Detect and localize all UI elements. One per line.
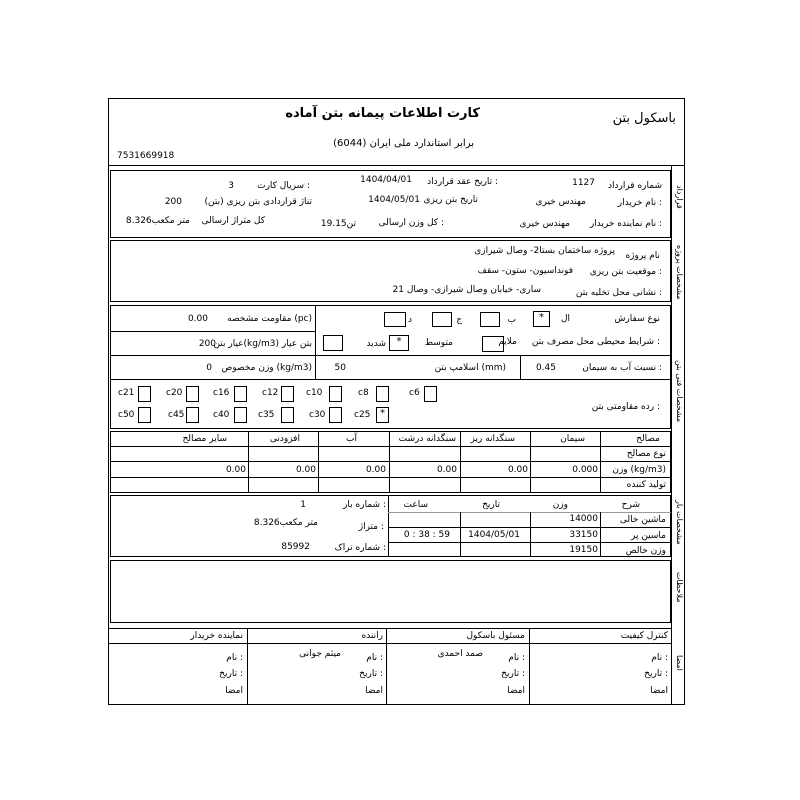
mat-col-4 (389, 431, 390, 493)
mat-row-producer: تولید کننده (626, 480, 666, 490)
grade-label-c10: c10 (306, 388, 323, 398)
grade-label-c6: c6 (409, 388, 420, 398)
mat-header-0: مصالح (636, 434, 660, 444)
sig-sign-label-0: امضا (650, 686, 668, 696)
sig-name-label-1: نام : (508, 653, 525, 663)
sig-name-value-1: صمد احمدی (437, 649, 483, 659)
env-severe-checkbox[interactable] (323, 335, 343, 351)
weigh-col-3 (460, 512, 461, 557)
sig-date-label-1: تاریخ : (501, 669, 525, 679)
grade-label-c30: c30 (309, 410, 326, 420)
slump-label: اسلامپ بتن (mm) (434, 363, 506, 373)
header-divider (108, 165, 685, 166)
rep-value: مهندس خیری (519, 219, 570, 229)
grade-label-c12: c12 (262, 388, 279, 398)
sig-col-2 (386, 628, 387, 705)
sig-title-0: کنترل کیفیت (620, 631, 668, 641)
sig-sign-label-2: امضا (365, 686, 383, 696)
mat-row-type: نوع مصالح (626, 449, 666, 459)
buyer-value: مهندس خیری (535, 197, 586, 207)
card-number: 7531669918 (117, 151, 175, 161)
mat-col-2 (530, 431, 531, 493)
weigh-col-time: ساعت (403, 500, 428, 510)
notes-box[interactable] (110, 560, 671, 623)
weighing-divider (388, 495, 389, 557)
buyer-label: نام خریدار : (617, 198, 662, 208)
weigh-col-date: تاریخ (482, 500, 500, 510)
mat-header-1: سیمان (560, 434, 585, 444)
order-be-label: ب (507, 315, 516, 325)
project-name: پروژه ساختمان بستا2- وصال شیرازی (474, 246, 615, 256)
sig-sign-label-3: امضا (225, 686, 243, 696)
slump-value: 50 (334, 363, 346, 373)
mat-weight-fine: 0.00 (507, 465, 528, 475)
contract-no: 1127 (572, 178, 595, 188)
rep-label: نام نماینده خریدار : (589, 219, 662, 229)
weigh-net-label: وزن خالص (625, 546, 666, 556)
grade-checkbox-c50[interactable] (138, 407, 151, 423)
sig-name-label-3: نام : (226, 653, 243, 663)
density-value: 0 (206, 363, 212, 373)
env-severe-label: شدید (366, 339, 386, 349)
order-je-checkbox[interactable] (432, 312, 452, 327)
wc-value: 0.45 (535, 363, 556, 373)
mat-col-6 (248, 431, 249, 493)
grade-checkbox-c12[interactable] (281, 386, 294, 402)
grade-checkbox-c6[interactable] (424, 386, 437, 402)
company-name: باسکول بتن (612, 111, 676, 126)
grade-checkbox-c30[interactable] (329, 407, 342, 423)
meter-value: 8.326متر مکعب (253, 518, 318, 528)
mat-weight-water: 0.00 (365, 465, 386, 475)
weigh-full-time: 0 : 38 : 59 (403, 530, 450, 540)
plate-value: 85992 (281, 542, 310, 552)
materials-row1 (110, 446, 671, 447)
materials-row2 (110, 461, 671, 462)
mat-col-1 (600, 431, 601, 493)
sig-title-3: نماینده خریدار (190, 631, 243, 641)
position-label: موقعیت بتن ریزی : (589, 267, 662, 277)
mat-col-5 (318, 431, 319, 493)
sig-title-2: راننده (361, 631, 383, 641)
project-side-label: مشخصات پروژه (675, 245, 684, 300)
wc-label: نسبت آب به سیمان : (582, 363, 662, 373)
notes-side-label: ملاحظات (675, 572, 684, 603)
weigh-net-value: 19150 (569, 545, 598, 555)
order-alef-label: ال (560, 314, 570, 324)
weigh-col-desc: شرح (621, 500, 640, 510)
env-mid-label: متوسط (424, 338, 453, 348)
grade-label-c16: c16 (213, 388, 230, 398)
address-label: نشانی محل تخلیه بتن : (575, 288, 662, 298)
grade-label-c45: c45 (168, 410, 185, 420)
specs-left-divider (315, 305, 316, 379)
weigh-full-value: 33150 (569, 530, 598, 540)
pour-date-label: تاریخ بتن ریزی (423, 195, 478, 205)
total-meter-label: کل متراژ ارسالی (201, 216, 265, 226)
total-meter: 8.326متر مکعب (125, 216, 190, 226)
order-type-label: نوع سفارش (614, 314, 660, 324)
plate-label: شماره تراک : (334, 543, 386, 553)
strength-value: 0.00 (187, 314, 208, 324)
specs-row3-divider (110, 379, 671, 380)
total-weight-label: کل وزن ارسالی : (378, 218, 444, 228)
sig-name-label-0: نام : (651, 653, 668, 663)
order-je-label: ج (456, 315, 462, 325)
load-no-label: شماره بار : (343, 500, 386, 510)
order-dal-checkbox[interactable] (384, 312, 406, 327)
grade-checkbox-c8[interactable] (376, 386, 389, 402)
mat-row-weight: وزن (kg/m3) (612, 465, 666, 475)
grade-label-c8: c8 (358, 388, 369, 398)
weigh-empty-value: 14000 (569, 514, 598, 524)
sig-title-1: مسئول باسکول (466, 631, 525, 641)
mat-weight-additive: 0.00 (295, 465, 316, 475)
order-dal-label: د (407, 315, 412, 325)
load-no-value: 1 (300, 500, 306, 510)
mat-header-6: سایر مصالح (182, 434, 227, 444)
env-mild-label: ملایم (498, 337, 517, 347)
mat-header-3: سنگدانه درشت (398, 434, 456, 444)
grade-label-c21: c21 (118, 388, 135, 398)
mat-weight-cement: 0.000 (572, 465, 598, 475)
contract-date: 1404/04/01 (360, 175, 412, 185)
contract-date-label: تاریخ عقد قرارداد : (427, 177, 498, 187)
strength-label: مقاومت مشخصه (pc) (227, 314, 312, 324)
order-alef-checkbox[interactable]: * (533, 311, 550, 327)
weighing-side-label: مشخصات بار (675, 500, 684, 545)
env-mid-checkbox[interactable]: * (389, 335, 409, 351)
grade-label-c25: c25 (354, 410, 371, 420)
contract-side-label: قرارداد (675, 185, 684, 209)
weigh-col-2 (530, 512, 531, 557)
sig-name-value-2: میثم جوانی (299, 649, 341, 659)
mat-header-2: سنگدانه ریز (470, 434, 515, 444)
weigh-col-1 (600, 512, 601, 557)
grade-checkbox-c25[interactable]: * (376, 407, 389, 423)
specs-row2-divider (110, 355, 671, 356)
mat-weight-coarse: 0.00 (436, 465, 457, 475)
weigh-empty-label: ماشین خالی (619, 515, 666, 525)
sig-date-label-3: تاریخ : (219, 669, 243, 679)
total-weight: 19.15تن (320, 219, 356, 229)
side-strip-divider (671, 165, 672, 705)
specs-row3-mid (520, 355, 521, 379)
project-name-label: نام پروژه (625, 251, 660, 261)
page-subtitle: برابر استاندارد ملی ایران (6044) (333, 138, 474, 149)
sig-top-line (108, 628, 671, 629)
sig-date-label-2: تاریخ : (359, 669, 383, 679)
mat-col-3 (460, 431, 461, 493)
weigh-col-weight: وزن (552, 500, 568, 510)
meter-label: متراژ : (358, 522, 384, 532)
grade-checkbox-c16[interactable] (234, 386, 247, 402)
cement-value: 200 (198, 339, 216, 349)
address-value: ساری- خیابان وصال شیرازی- وصال 21 (392, 285, 541, 295)
sig-title-line (108, 643, 671, 644)
mat-header-5: افزودنی (269, 434, 300, 444)
grade-label: رده مقاومتی بتن : (591, 402, 660, 412)
cement-label: عیار بتن(kg/m3) بتن عیار (213, 339, 312, 349)
card-serial-label: سریال کارت : (257, 181, 310, 191)
sig-sign-label-1: امضا (507, 686, 525, 696)
specs-side-label: مشخصات فنی بتن (675, 360, 684, 423)
sig-col-3 (247, 628, 248, 705)
grade-label-c35: c35 (258, 410, 275, 420)
page-title: کارت اطلاعات پیمانه بتن آماده (285, 106, 480, 121)
grade-label-c40: c40 (213, 410, 230, 420)
grade-label-c20: c20 (166, 388, 183, 398)
mat-header-4: آب (346, 434, 357, 444)
grade-checkbox-c45[interactable] (186, 407, 199, 423)
sig-name-label-2: نام : (366, 653, 383, 663)
specs-row1-divider (110, 331, 315, 332)
env-label: شرایط محیطی محل مصرف بتن : (531, 337, 660, 347)
mat-weight-other: 0.00 (225, 465, 246, 475)
grade-checkbox-c40[interactable] (234, 407, 247, 423)
env-mild-checkbox[interactable] (482, 336, 504, 352)
contract-no-label: شماره قرارداد (607, 181, 662, 191)
tonnage-label: تناژ قراردادی بتن ریزی (بتن) (204, 197, 312, 207)
card-serial: 3 (228, 181, 234, 191)
grade-checkbox-c35[interactable] (281, 407, 294, 423)
materials-row3 (110, 477, 671, 478)
tonnage-value: 200 (164, 197, 182, 207)
sig-col-1 (529, 628, 530, 705)
position-value: فونداسیون- ستون- سقف (477, 266, 573, 276)
grade-checkbox-c10[interactable] (329, 386, 342, 402)
grade-label-c50: c50 (118, 410, 135, 420)
weigh-full-label: ماسین پر (630, 531, 666, 541)
order-be-checkbox[interactable] (480, 312, 500, 327)
grade-checkbox-c20[interactable] (186, 386, 199, 402)
density-label: وزن مخصوص (kg/m3) (221, 363, 312, 373)
weigh-full-date: 1404/05/01 (468, 530, 520, 540)
sig-date-label-0: تاریخ : (644, 669, 668, 679)
grade-checkbox-c21[interactable] (138, 386, 151, 402)
pour-date: 1404/05/01 (368, 195, 420, 205)
signatures-side-label: امضا (675, 655, 684, 671)
